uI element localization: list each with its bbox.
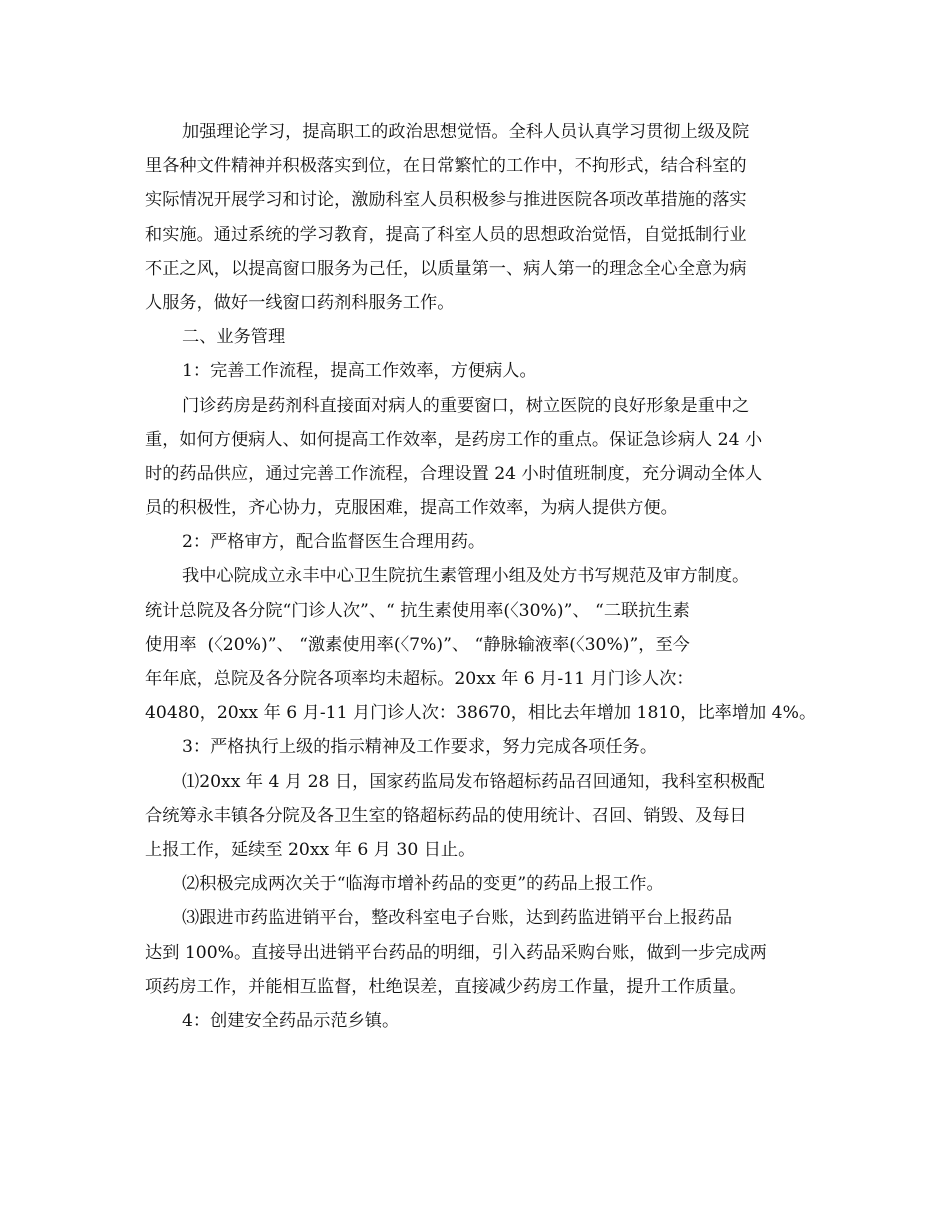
document-line: 合统筹永丰镇各分院及各卫生室的铬超标药品的使用统计、召回、销毁、及每日 (145, 805, 747, 826)
document-line: 不正之风，以提高窗口服务为己任，以质量第一、病人第一的理念全心全意为病 (145, 258, 747, 279)
document-line: 加强理论学习，提高职工的政治思想觉悟。全科人员认真学习贯彻上级及院 (182, 122, 750, 142)
document-line: 40480，20xx 年 6 月-11 月门诊人次：38670，相比去年增加 1810，比率增加 4%。 (145, 703, 817, 724)
document-line: 年年底，总院及各分院各项率均未超标。20xx 年 6 月-11 月门诊人次： (145, 669, 694, 689)
document-line: 1：完善工作流程，提高工作效率，方便病人。 (182, 361, 537, 382)
document-line: 员的积极性，齐心协力，克服困难，提高工作效率，为病人提供方便。 (145, 498, 678, 519)
document-line: 里各种文件精神并积极落实到位，在日常繁忙的工作中，不拘形式，结合科室的 (145, 156, 747, 177)
document-line: 项药房工作，并能相互监督，杜绝误差，直接减少药房工作量，提升工作质量。 (145, 976, 747, 997)
document-line: 上报工作，延续至 20xx 年 6 月 30 日止。 (145, 839, 476, 860)
document-line: 时的药品供应，通过完善工作流程，合理设置 24 小时值班制度，充分调动全体人 (145, 463, 763, 484)
document-line: 达到 100%。直接导出进销平台药品的明细，引入药品采购台账，做到一步完成两 (145, 942, 767, 963)
document-line: 2：严格审方，配合监督医生合理用药。 (182, 532, 486, 553)
document-line: 我中心院成立永丰中心卫生院抗生素管理小组及处方书写规范及审方制度。 (182, 566, 750, 587)
document-line: 4：创建安全药品示范乡镇。 (182, 1010, 400, 1031)
document-line: ⑶跟进市药监进销平台，整改科室电子台账，达到药监进销平台上报药品 (182, 908, 733, 929)
document-line: 3：严格执行上级的指示精神及工作要求，努力完成各项任务。 (182, 737, 658, 758)
document-body (145, 115, 815, 1038)
document-line: 使用率 (〈20%)”、 “激素使用率(〈7%)”、 “静脉输液率(〈30%)”，至今 (145, 634, 690, 655)
document-line: ⑵积极完成两次关于“临海市增补药品的变更”的药品上报工作。 (182, 874, 664, 895)
document-line: 重，如何方便病人、如何提高工作效率，是药房工作的重点。保证急诊病人 24 小 (145, 429, 763, 450)
document-line: ⑴20xx 年 4 月 28 日，国家药监局发布铬超标药品召回通知，我科室积极配 (182, 771, 765, 792)
document-line: 门诊药房是药剂科直接面对病人的重要窗口，树立医院的良好形象是重中之 (182, 395, 750, 416)
document-line: 统计总院及各分院“门诊人次”、“ 抗生素使用率(〈30%)”、 “二联抗生素 (145, 600, 690, 621)
document-line: 和实施。通过系统的学习教育，提高了科室人员的思想政治觉悟，自觉抵制行业 (145, 224, 747, 245)
document-line: 实际情况开展学习和讨论，激励科室人员积极参与推进医院各项改革措施的落实 (145, 190, 747, 211)
document-line: 人服务，做好一线窗口药剂科服务工作。 (145, 292, 455, 313)
document-line: 二、业务管理 (182, 327, 286, 348)
